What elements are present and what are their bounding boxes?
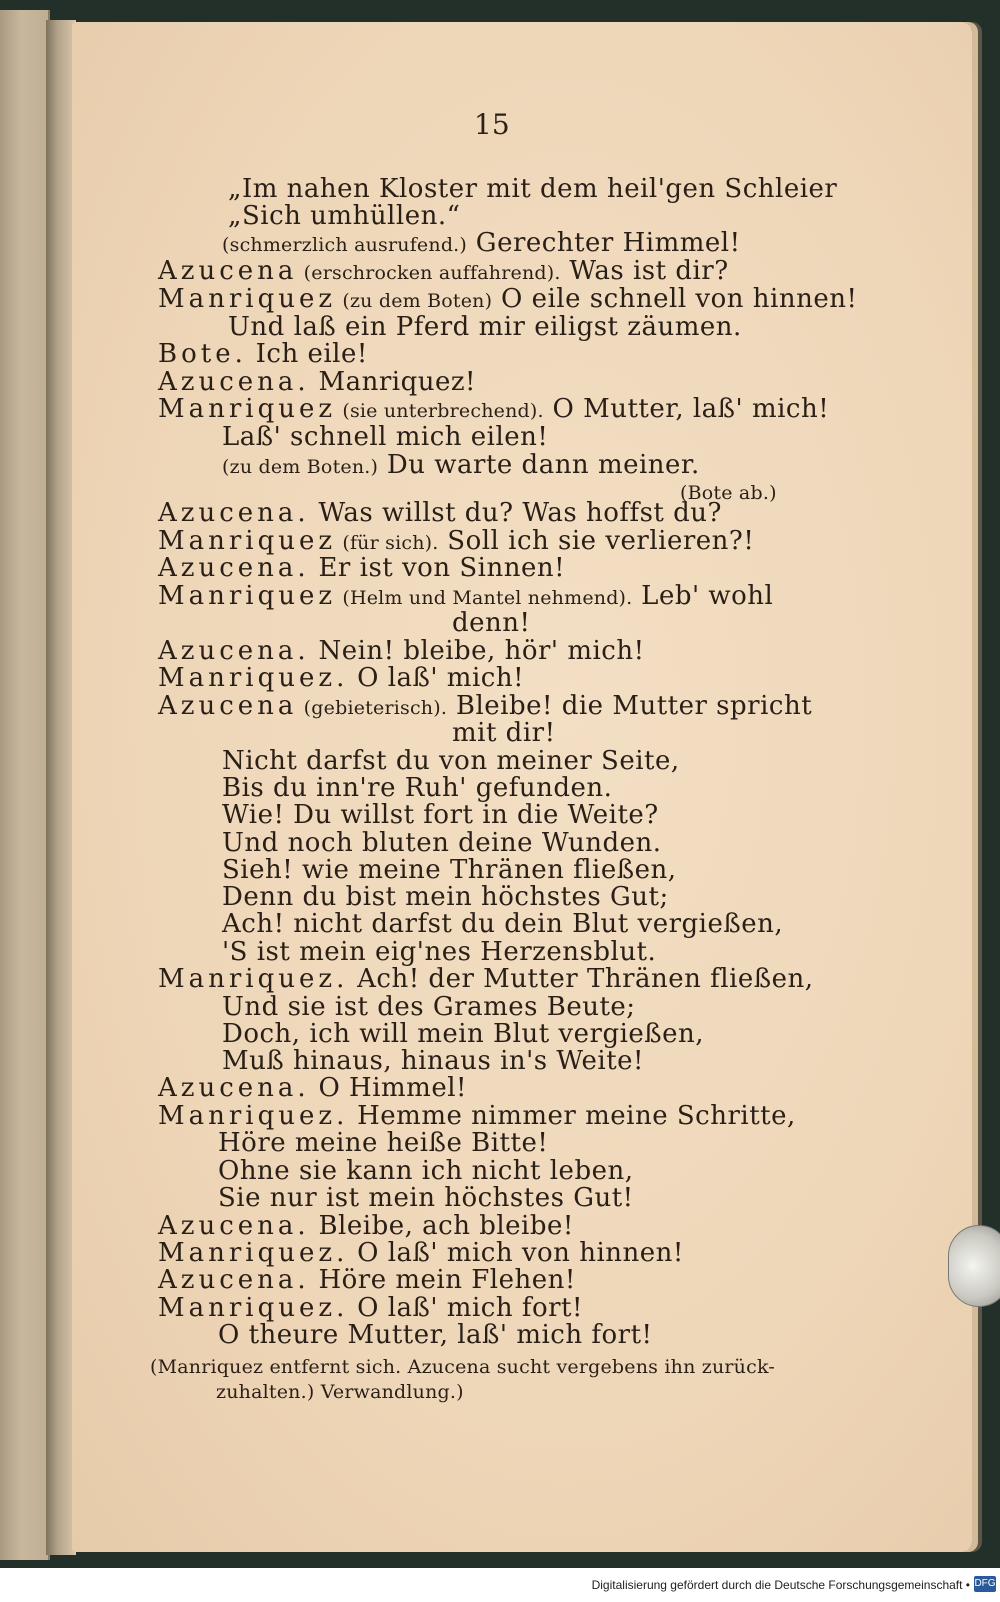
speaker-name: Azucena. xyxy=(158,1265,310,1295)
verse-text: 'S ist mein eig'nes Herzensblut. xyxy=(222,937,657,967)
text-line xyxy=(158,498,722,528)
verse-text: Muß hinaus, hinaus in's Weite! xyxy=(222,1046,644,1076)
stage-direction: (zu dem Boten.) xyxy=(222,456,379,478)
verse-text: Bis du inn're Ruh' gefunden. xyxy=(222,773,613,803)
stage-direction: (Manriquez entfernt sich. Azucena sucht vergebens ihn zurück- xyxy=(150,1356,775,1378)
stage-direction: (gebieterisch). xyxy=(297,697,448,719)
text-line xyxy=(222,1019,704,1049)
verse-text: Laß' schnell mich eilen! xyxy=(222,422,549,452)
verse-text: O Himmel! xyxy=(309,1073,467,1103)
funding-credit: Digitalisierung gefördert durch die Deutsche Forschungsgemeinschaft • xyxy=(591,1578,970,1592)
verse-text: Und noch bluten deine Wunden. xyxy=(222,828,662,858)
verse-text: O Mutter, laß' mich! xyxy=(543,394,830,424)
verse-text: Sieh! wie meine Thränen fließen, xyxy=(222,855,677,885)
text-line xyxy=(222,450,700,482)
text-line xyxy=(222,1046,644,1076)
verse-text: O laß' mich von hinnen! xyxy=(348,1238,684,1268)
stage-direction: (Bote ab.) xyxy=(680,482,777,504)
verse-text: Ohne sie kann ich nicht leben, xyxy=(218,1156,634,1186)
speaker-name: Manriquez. xyxy=(158,1238,349,1268)
stage-direction: (schmerzlich ausrufend.) xyxy=(222,234,468,256)
text-line xyxy=(158,1101,796,1131)
speaker-name: Azucena. xyxy=(158,1073,310,1103)
text-line xyxy=(222,992,636,1022)
verse-text: „Im nahen Kloster mit dem heil'gen Schleier xyxy=(228,174,838,204)
page-number: 15 xyxy=(474,108,510,141)
dfg-logo: DFG xyxy=(974,1576,996,1592)
text-line xyxy=(158,663,524,693)
verse-text: Gerechter Himmel! xyxy=(467,228,741,258)
text-line xyxy=(222,937,656,967)
speaker-name: Azucena. xyxy=(158,636,310,666)
verse-text: Leb' wohl xyxy=(632,581,774,611)
text-line xyxy=(222,746,680,776)
text-line xyxy=(218,1320,652,1350)
verse-text: Wie! Du willst fort in die Weite? xyxy=(222,800,659,830)
speaker-name: Azucena xyxy=(158,256,298,286)
verse-text: O eile schnell von hinnen! xyxy=(492,284,858,314)
verse-text: „Sich umhüllen.“ xyxy=(228,201,461,231)
text-line xyxy=(218,1183,634,1213)
text-line xyxy=(222,855,677,885)
speaker-name: Manriquez xyxy=(158,526,337,556)
stage-direction: (zu dem Boten) xyxy=(336,290,493,312)
verse-text: Soll ich sie verlieren?! xyxy=(438,526,755,556)
verse-text: Höre mein Flehen! xyxy=(309,1265,576,1295)
stage-direction: (sie unterbrechend). xyxy=(336,400,544,422)
text-line xyxy=(158,1073,467,1103)
speaker-name: Manriquez xyxy=(158,394,337,424)
stage-direction: (erschrocken auffahrend). xyxy=(297,262,561,284)
speaker-name: Bote. xyxy=(158,339,247,369)
verse-text: Was willst du? Was hoffst du? xyxy=(309,498,722,528)
verse-text: Denn du bist mein höchstes Gut; xyxy=(222,882,669,912)
speaker-name: Azucena. xyxy=(158,553,310,583)
verse-text: Nicht darfst du von meiner Seite, xyxy=(222,746,680,776)
verse-text: denn! xyxy=(452,608,531,638)
verse-text: O laß' mich fort! xyxy=(348,1293,583,1323)
text-line xyxy=(158,553,565,583)
text-line xyxy=(452,608,530,638)
verse-text: Und laß ein Pferd mir eiligst zäumen. xyxy=(228,312,742,342)
text-line xyxy=(218,1128,548,1158)
verse-text: mit dir! xyxy=(452,718,556,748)
text-line xyxy=(158,339,368,369)
verse-text: Manriquez! xyxy=(309,367,476,397)
text-line xyxy=(222,773,612,803)
verse-text: O theure Mutter, laß' mich fort! xyxy=(218,1320,653,1350)
text-line xyxy=(228,174,837,204)
verse-text: Bleibe! die Mutter spricht xyxy=(447,691,813,721)
text-line xyxy=(216,1375,464,1407)
speaker-name: Azucena. xyxy=(158,367,310,397)
text-line xyxy=(158,1238,684,1268)
speaker-name: Manriquez. xyxy=(158,1293,349,1323)
verse-text: Hemme nimmer meine Schritte, xyxy=(348,1101,796,1131)
verse-text: Sie nur ist mein höchstes Gut! xyxy=(218,1183,634,1213)
verse-text: Ich eile! xyxy=(246,339,368,369)
verse-text: Nein! bleibe, hör' mich! xyxy=(309,636,645,666)
text-line xyxy=(218,1156,634,1186)
text-line xyxy=(158,636,645,666)
verse-text: Er ist von Sinnen! xyxy=(309,553,566,583)
verse-text: Was ist dir? xyxy=(560,256,729,286)
text-line xyxy=(222,828,662,858)
verse-text: Und sie ist des Grames Beute; xyxy=(222,992,636,1022)
text-line xyxy=(158,367,476,397)
speaker-name: Manriquez. xyxy=(158,1101,349,1131)
stage-direction: (Helm und Mantel nehmend). xyxy=(336,587,633,609)
verse-text: Ach! der Mutter Thränen fließen, xyxy=(348,964,814,994)
digitization-footer xyxy=(0,1568,1000,1602)
verse-text: Höre meine heiße Bitte! xyxy=(218,1128,549,1158)
left-page-edge xyxy=(0,10,50,1560)
speaker-name: Azucena. xyxy=(158,498,310,528)
text-line xyxy=(158,1211,574,1241)
text-line xyxy=(222,909,783,939)
verse-text: Ach! nicht darfst du dein Blut vergießen, xyxy=(222,909,784,939)
stage-direction: (für sich). xyxy=(336,532,439,554)
text-line xyxy=(158,1265,576,1295)
text-line xyxy=(228,312,742,342)
text-line xyxy=(158,964,814,994)
text-line xyxy=(222,422,548,452)
speaker-name: Manriquez xyxy=(158,581,337,611)
speaker-name: Manriquez xyxy=(158,284,337,314)
text-line xyxy=(222,800,659,830)
speaker-name: Azucena. xyxy=(158,1211,310,1241)
speaker-name: Manriquez. xyxy=(158,964,349,994)
verse-text: Bleibe, ach bleibe! xyxy=(309,1211,574,1241)
text-line xyxy=(452,718,556,748)
page-clip-tab xyxy=(948,1225,1000,1307)
verse-text: Du warte dann meiner. xyxy=(378,450,700,480)
text-line xyxy=(228,201,460,231)
stage-direction: zuhalten.) Verwandlung.) xyxy=(216,1381,464,1403)
speaker-name: Manriquez. xyxy=(158,663,349,693)
text-line xyxy=(158,1293,583,1323)
verse-text: O laß' mich! xyxy=(348,663,525,693)
speaker-name: Azucena xyxy=(158,691,298,721)
verse-text: Doch, ich will mein Blut vergießen, xyxy=(222,1019,705,1049)
text-line xyxy=(222,882,669,912)
